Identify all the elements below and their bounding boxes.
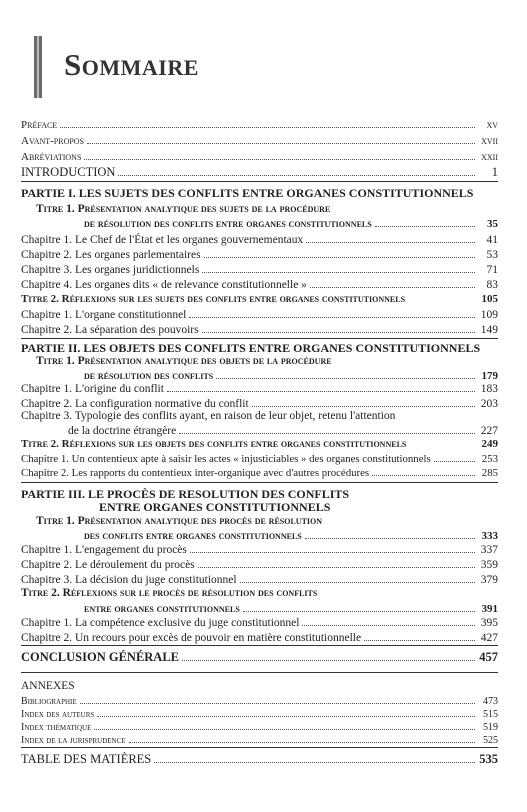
toc-entry[interactable] bbox=[21, 615, 498, 630]
toc-entry-label: Index thématique bbox=[21, 722, 92, 733]
toc-entry-label: Chapitre 2. Les organes parlementaires bbox=[21, 249, 201, 261]
divider bbox=[21, 482, 498, 483]
dot-leader bbox=[240, 572, 475, 583]
dot-leader bbox=[167, 381, 475, 392]
dot-leader bbox=[375, 216, 475, 227]
dot-leader bbox=[190, 542, 475, 553]
part-heading-continued: ENTRE ORGANES CONSTITUTIONNELS bbox=[99, 500, 331, 514]
toc-entry-label: CONCLUSION GÉNÉRALE bbox=[21, 650, 180, 664]
toc-entry-label: des conflits entre organes constitutionnels bbox=[84, 530, 302, 542]
toc-entry-label: de résolution des conflits bbox=[84, 370, 214, 382]
toc-entry[interactable] bbox=[21, 630, 498, 645]
toc-entry-page: 105 bbox=[481, 293, 498, 305]
toc-entry-label: INTRODUCTION bbox=[21, 165, 116, 179]
toc-entry-label: Chapitre 2. La séparation des pouvoirs bbox=[21, 324, 199, 336]
toc-entry[interactable] bbox=[21, 292, 498, 306]
dot-leader bbox=[60, 117, 475, 128]
toc-entry[interactable] bbox=[21, 451, 498, 466]
part-heading: PARTIE II. LES OBJETS DES CONFLITS ENTRE ORGANES CONSTITUTIONNELS bbox=[21, 341, 481, 355]
toc-entry[interactable] bbox=[21, 117, 498, 132]
toc-entry-page: 395 bbox=[480, 617, 498, 629]
toc-entry[interactable] bbox=[21, 381, 498, 396]
toc-entry[interactable] bbox=[84, 601, 498, 616]
dot-leader bbox=[94, 719, 475, 730]
toc-entry-page: 203 bbox=[480, 398, 498, 410]
toc-entry[interactable] bbox=[21, 149, 498, 164]
toc-entry-label: de résolution des conflits entre organes constitutionnels bbox=[84, 218, 372, 230]
toc-entry-label: Chapitre 1. L'organe constitutionnel bbox=[21, 309, 187, 321]
toc-entry[interactable] bbox=[21, 465, 498, 480]
toc-entry[interactable] bbox=[21, 732, 498, 747]
toc-entry[interactable] bbox=[21, 307, 498, 322]
dot-leader bbox=[310, 277, 475, 288]
toc-entry-page: 109 bbox=[480, 309, 498, 321]
dot-leader bbox=[84, 149, 475, 160]
toc-entry-page: 183 bbox=[480, 383, 498, 395]
dot-leader bbox=[202, 322, 475, 333]
toc-entry-page: 379 bbox=[480, 574, 498, 586]
toc-entry[interactable] bbox=[21, 437, 498, 451]
dot-leader bbox=[243, 601, 475, 612]
toc-entry-label: TABLE DES MATIÈRES bbox=[21, 752, 152, 766]
dot-leader bbox=[302, 615, 475, 626]
toc-entry-label: Chapitre 1. Le Chef de l'État et les organes gouvernementaux bbox=[21, 234, 304, 246]
divider bbox=[21, 747, 498, 748]
toc-entry-label: Titre 2. Réflexions sur les sujets des conflits entre organes constitutionnels bbox=[21, 293, 406, 305]
toc-entry-page: 427 bbox=[480, 632, 498, 644]
toc-entry-page: 179 bbox=[481, 370, 498, 382]
dot-leader bbox=[179, 423, 475, 434]
toc-entry[interactable] bbox=[21, 542, 498, 557]
toc-entry-label: Chapitre 1. La compétence exclusive du juge constitutionnel bbox=[21, 617, 300, 629]
toc-entry-label: Préface bbox=[21, 119, 58, 131]
toc-entry[interactable] bbox=[21, 572, 498, 587]
dot-leader bbox=[202, 262, 475, 273]
toc-entry-label: Bibliographie bbox=[21, 696, 77, 707]
toc-entry-label: Chapitre 1. L'engagement du procès bbox=[21, 544, 187, 556]
toc-entry-page: 149 bbox=[480, 324, 498, 336]
toc-entry[interactable] bbox=[21, 396, 498, 411]
dot-leader bbox=[204, 247, 475, 258]
toc-entry-label: Index de la jurisprudence bbox=[21, 735, 126, 746]
toc-entry-label: Chapitre 3. La décision du juge constitutionnel bbox=[21, 574, 237, 586]
toc-entry-page: 515 bbox=[483, 709, 498, 720]
toc-entry-page: xvii bbox=[481, 135, 498, 147]
toc-entry-label: Index des auteurs bbox=[21, 709, 95, 720]
toc-entry[interactable] bbox=[21, 133, 498, 148]
divider bbox=[21, 338, 498, 339]
toc-entry-page: 1 bbox=[491, 165, 498, 179]
dot-leader bbox=[216, 368, 475, 379]
dot-leader bbox=[189, 307, 475, 318]
toc-entry-label: de la doctrine étrangère bbox=[68, 425, 177, 437]
toc-entry-label: Abréviations bbox=[21, 151, 82, 163]
toc-entry-page: 83 bbox=[486, 279, 498, 291]
dot-leader bbox=[87, 133, 475, 144]
toc-entry-page: 333 bbox=[481, 530, 498, 542]
toc-entry-page: 519 bbox=[483, 722, 498, 733]
part-heading: PARTIE I. LES SUJETS DES CONFLITS ENTRE ORGANES CONSTITUTIONNELS bbox=[21, 186, 474, 200]
toc-entry-page: xv bbox=[486, 119, 498, 131]
toc-entry[interactable] bbox=[21, 322, 498, 337]
toc-entry-label: Titre 2. Réflexions sur les objets des conflits entre organes constitutionnels bbox=[21, 438, 407, 450]
dot-leader bbox=[198, 557, 475, 568]
toc-entry-page: 41 bbox=[486, 234, 498, 246]
toc-entry-page: 53 bbox=[486, 249, 498, 261]
titre-heading: Titre 1. Présentation analytique des procès de résolution bbox=[36, 515, 323, 527]
dot-leader bbox=[364, 630, 475, 641]
dot-leader bbox=[252, 396, 475, 407]
page-title: Sommaire bbox=[64, 47, 199, 82]
toc-entry-page: 249 bbox=[481, 438, 498, 450]
toc-entry-label: Chapitre 2. Les rapports du contentieux inter-organique avec d'autres procédures bbox=[21, 467, 370, 479]
toc-entry-page: 359 bbox=[480, 559, 498, 571]
divider bbox=[21, 645, 498, 646]
toc-entry-page: 285 bbox=[481, 467, 498, 479]
dot-leader bbox=[182, 650, 475, 661]
divider bbox=[21, 672, 498, 673]
toc-entry[interactable] bbox=[68, 423, 498, 438]
toc-entry-page: 227 bbox=[480, 425, 498, 437]
toc-entry-label: entre organes constitutionnels bbox=[84, 603, 240, 615]
titre-heading: Titre 1. Présentation analytique des sujets de la procédure bbox=[36, 203, 331, 215]
dot-leader bbox=[408, 292, 475, 302]
divider bbox=[21, 181, 498, 182]
toc-entry-page: 473 bbox=[483, 696, 498, 707]
toc-entry-label: Chapitre 1. L'origine du conflit bbox=[21, 383, 164, 395]
dot-leader bbox=[306, 232, 475, 243]
toc-entry-introduction[interactable] bbox=[21, 165, 498, 179]
toc-entry-page: 71 bbox=[486, 264, 498, 276]
toc-entry-label: Chapitre 2. Un recours pour excès de pouvoir en matière constitutionnelle bbox=[21, 632, 362, 644]
toc-entry-page: 35 bbox=[487, 218, 498, 230]
dot-leader bbox=[305, 528, 475, 539]
dot-leader bbox=[118, 165, 475, 176]
toc-entry-conclusion[interactable] bbox=[21, 650, 498, 664]
toc-entry-label: Avant-propos bbox=[21, 135, 85, 147]
annexes-heading: ANNEXES bbox=[21, 680, 75, 692]
dot-leader bbox=[372, 465, 475, 476]
dot-leader bbox=[434, 451, 475, 462]
toc-entry-page: 391 bbox=[481, 603, 498, 615]
toc-entry-page: 535 bbox=[479, 752, 498, 766]
toc-entry-table[interactable] bbox=[21, 752, 498, 766]
dot-leader bbox=[154, 752, 475, 763]
toc-entry[interactable] bbox=[84, 528, 498, 543]
title-accent-bar bbox=[34, 36, 42, 98]
toc-entry[interactable] bbox=[21, 247, 498, 262]
titre-heading: Titre 2. Réflexions sur le procès de résolution des conflits bbox=[21, 587, 318, 599]
dot-leader bbox=[80, 693, 475, 704]
toc-entry[interactable] bbox=[21, 557, 498, 572]
toc-entry-page: 457 bbox=[479, 650, 498, 664]
toc-entry[interactable] bbox=[21, 232, 498, 247]
dot-leader bbox=[409, 437, 475, 447]
dot-leader bbox=[129, 732, 475, 743]
toc-entry-label: Chapitre 3. Les organes juridictionnels bbox=[21, 264, 200, 276]
dot-leader bbox=[97, 706, 475, 717]
part-heading: PARTIE III. LE PROCÈS DE RESOLUTION DES CONFLITS bbox=[21, 487, 350, 501]
toc-entry[interactable] bbox=[84, 216, 498, 231]
toc-entry-page: xxii bbox=[481, 151, 498, 163]
toc-entry-label: Chapitre 4. Les organes dits « de relevance constitutionnelle » bbox=[21, 279, 307, 291]
toc-entry-label: Chapitre 3. Typologie des conflits ayant, en raison de leur objet, retenu l'attention bbox=[21, 410, 396, 422]
toc-entry-label: Chapitre 1. Un contentieux apte à saisir les actes « injusticiables » des organes constitutionnels bbox=[21, 453, 431, 465]
toc-entry-page: 525 bbox=[483, 735, 498, 746]
toc-entry-page: 337 bbox=[480, 544, 498, 556]
toc-entry-page: 253 bbox=[481, 453, 498, 465]
toc-entry-label: Chapitre 2. La configuration normative du conflit bbox=[21, 398, 249, 410]
toc-entry[interactable] bbox=[21, 277, 498, 292]
toc-entry-label: Chapitre 2. Le déroulement du procès bbox=[21, 559, 195, 571]
titre-heading: Titre 1. Présentation analytique des objets de la procédure bbox=[36, 355, 332, 367]
toc-entry[interactable] bbox=[21, 262, 498, 277]
